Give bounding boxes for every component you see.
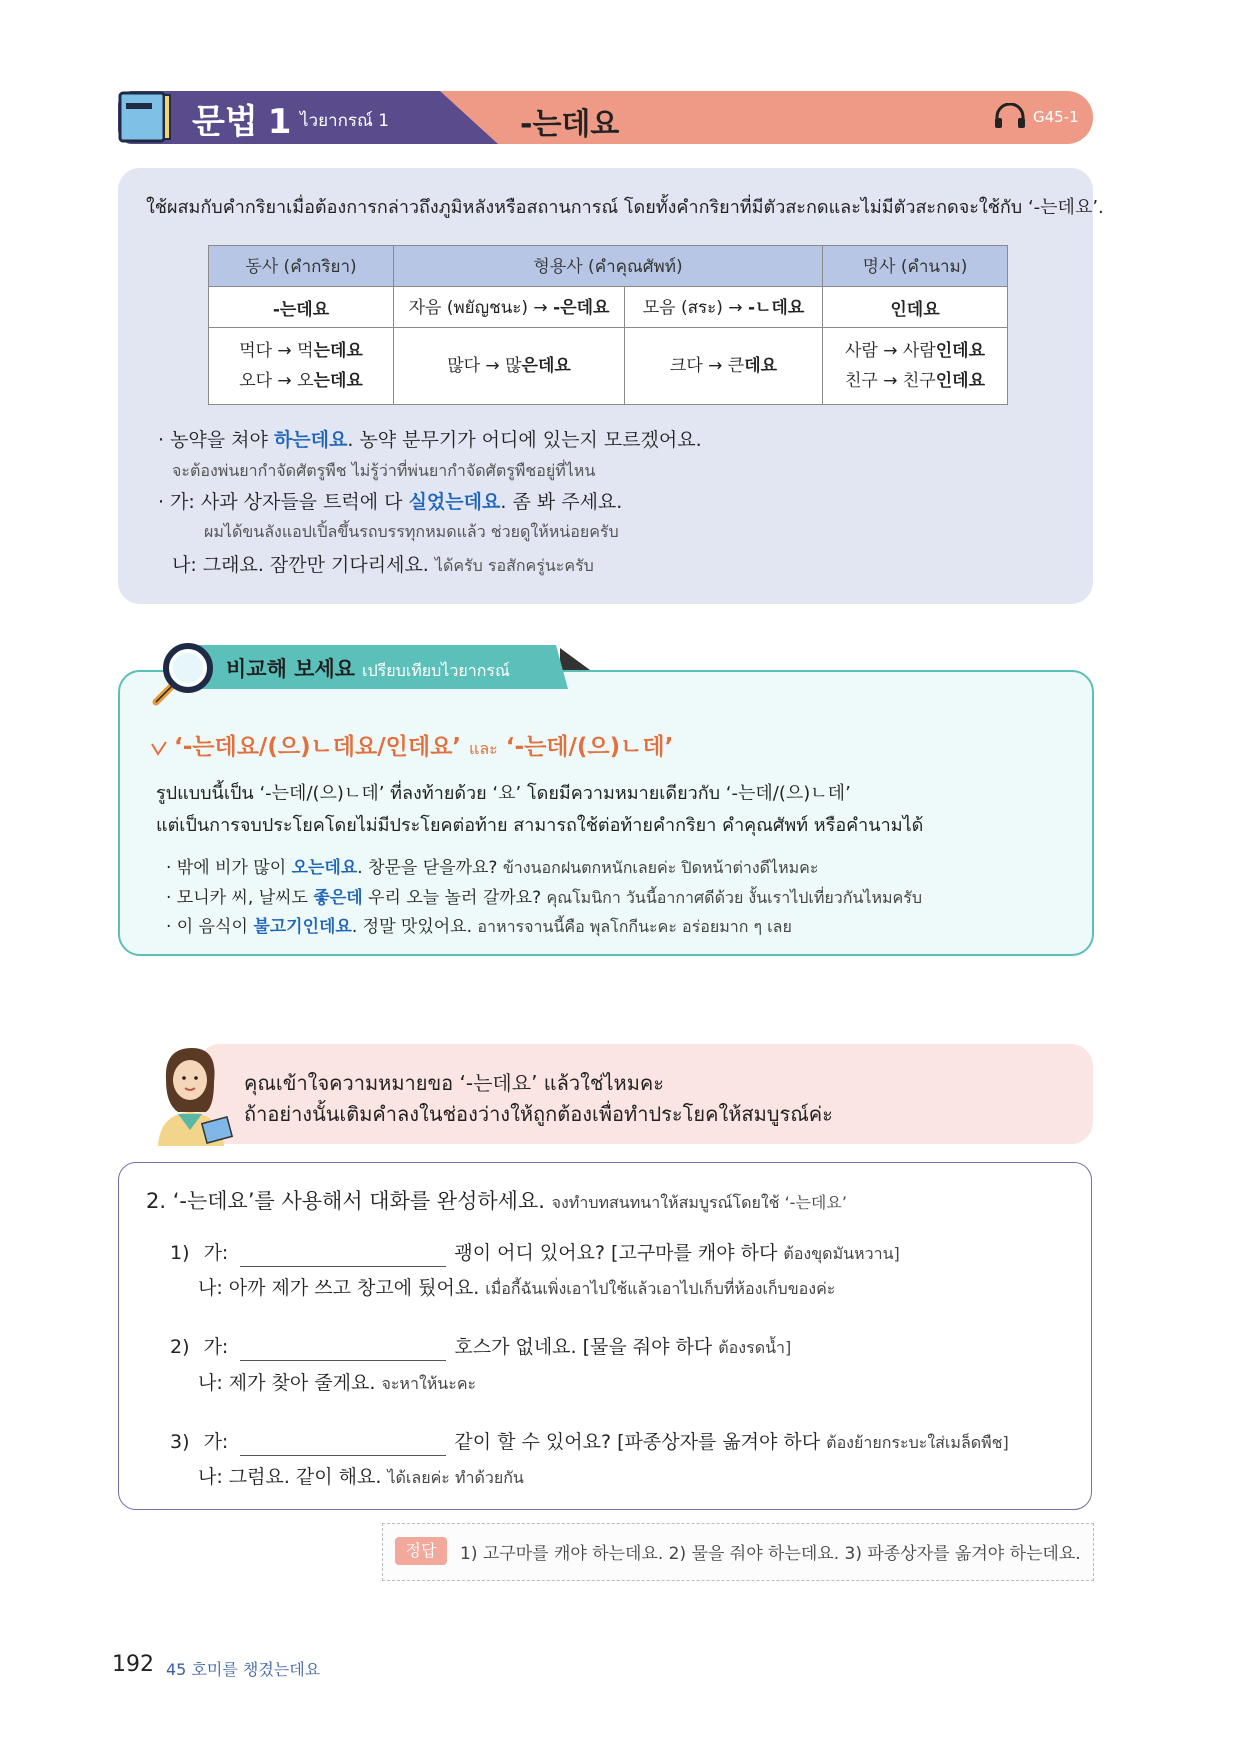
example-text: . 농약 분무기가 어디에 있는지 모르겠어요. <box>347 429 702 451</box>
item-reply-thai: ได้เลยค่ะ ทำด้วยกัน <box>387 1468 524 1487</box>
prompt-line: ถ้าอย่างนั้นเติมคำลงในช่องว่างให้ถูกต้องเพื่อทำประโยคให้สมบูรณ์ค่ะ <box>244 1102 833 1126</box>
adj-example-ending: 은데요 <box>521 356 571 376</box>
table-header-noun: 명사 (คำนาม) <box>823 246 1008 287</box>
example-text: . 창문을 닫을까요? <box>357 858 503 878</box>
item-number: 3) <box>170 1431 190 1453</box>
item-reply: 나: 아까 제가 쓰고 창고에 뒀어요. <box>198 1277 486 1299</box>
exercise-item-b <box>198 1368 476 1397</box>
speaker-label: 가: <box>203 1336 229 1358</box>
explanation-intro: ใช้ผสมกับคำกริยาเมื่อต้องการกล่าวถึงภูมิหลังหรือสถานการณ์ โดยทั้งคำกริยาที่มีตัวสะกดและไม่มีตัวสะกดจะใช้กับ ‘-는데요’. <box>146 197 1104 218</box>
headphones-icon[interactable] <box>993 103 1027 129</box>
noun-examples <box>823 328 1008 405</box>
item-hint-thai: ต้องย้ายกระบะใส่เมล็ดพืช] <box>826 1433 1009 1452</box>
adj-example-base: 크다 → 큰 <box>669 356 745 376</box>
adj-example-base: 많다 → 많 <box>447 356 522 376</box>
magnifier-icon <box>148 640 218 710</box>
item-reply: 나: 그럼요. 같이 해요. <box>198 1466 388 1488</box>
compare-example <box>166 912 792 940</box>
exercise-item-a <box>170 1427 1009 1456</box>
compare-title: 비교해 보세요 <box>226 657 356 681</box>
verb-form: -는데요 <box>209 287 394 328</box>
adj-vowel-prefix: 모음 (สระ) → <box>642 298 748 318</box>
example-translation: ผมได้ขนลังแอปเปิ้ลขึ้นรถบรรทุกหมดแล้ว ช่วยดูให้หน่อยครับ <box>204 522 619 541</box>
check-icon <box>150 740 168 756</box>
book-icon <box>118 89 172 145</box>
audio-track-code: G45-1 <box>1033 108 1079 126</box>
page-number: 192 <box>112 1652 154 1677</box>
example-text: . 좀 봐 주세요. <box>500 491 623 513</box>
section-label: 문법 <box>192 102 258 142</box>
example-reply <box>172 550 594 579</box>
example-translation: ข้างนอกฝนตกหนักเลยค่ะ ปิดหน้าต่างดีไหมคะ <box>502 858 819 877</box>
example-highlight: 하는데요 <box>273 429 348 451</box>
example-text: · 이 음식이 <box>166 917 254 937</box>
compare-heading-and: และ <box>469 739 498 758</box>
answer-key-text: 1) 고구마를 캐야 하는데요. 2) 물을 줘야 하는데요. 3) 파종상자를 옮겨야 하는데요. <box>460 1544 1081 1564</box>
exercise-title-thai: จงทำบทสนทนาให้สมบูรณ์โดยใช้ ‘-는데요’ <box>551 1193 847 1212</box>
example-translation: อาหารจานนี้คือ พุลโกกีนะคะ อร่อยมาก ๆ เลย <box>477 917 792 936</box>
prompt-line: คุณเข้าใจความหมายขอ ‘-는데요’ แล้วใช่ไหมคะ <box>244 1071 665 1095</box>
noun-form: 인데요 <box>823 287 1008 328</box>
adj-vowel-ending: -ㄴ데요 <box>747 298 805 318</box>
adj-example-ending: 데요 <box>744 356 778 376</box>
exercise-item-b <box>198 1273 835 1302</box>
example-highlight: 실었는데요 <box>408 491 501 513</box>
example-sentence <box>158 487 622 514</box>
item-reply: 나: 제가 찾아 줄게요. <box>198 1372 382 1394</box>
item-hint-thai: ต้องขุดมันหวาน] <box>783 1244 900 1263</box>
noun-example-base: 사람 → 사람 <box>844 341 936 361</box>
compare-description: รูปแบบนี้เป็น ‘-는데/(으)ㄴ데’ ที่ลงท้ายด้วย ‘요’ โดยมีความหมายเดียวกับ ‘-는데/(으)ㄴ데’ <box>156 783 851 804</box>
example-text: · 농약을 쳐야 <box>158 429 274 451</box>
answer-key-badge: 정답 <box>395 1537 447 1565</box>
example-translation: จะต้องพ่นยากำจัดศัตรูพืช ไม่รู้ว่าที่พ่นยากำจัดศัตรูพืชอยู่ที่ไหน <box>172 461 596 480</box>
example-text: · 밖에 비가 많이 <box>166 858 292 878</box>
grammar-pattern: -는데요 <box>520 107 620 142</box>
chapter-title: 45 호미를 챙겼는데요 <box>166 1660 321 1679</box>
compare-heading-b: ‘-는데/(으)ㄴ데’ <box>505 734 674 760</box>
example-text: . 정말 맛있어요. <box>351 917 478 937</box>
item-reply-thai: จะหาให้นะคะ <box>381 1374 477 1393</box>
item-prompt: 같이 할 수 있어요? [파종상자를 옮겨야 하다 <box>454 1431 827 1453</box>
example-highlight: 오는데요 <box>291 858 358 878</box>
example-sentence <box>158 425 702 452</box>
verb-example-base: 오다 → 오 <box>239 371 314 391</box>
exercise-item-b <box>198 1462 524 1491</box>
speaker-label: 가: <box>203 1431 229 1453</box>
adj-vowel-form <box>625 287 823 328</box>
reply-translation: ได้ครับ รอสักครู่นะครับ <box>434 556 594 575</box>
example-highlight: 좋은데 <box>313 888 363 908</box>
item-number: 2) <box>170 1336 190 1358</box>
section-title <box>192 94 291 143</box>
exercise-item-a <box>170 1238 900 1267</box>
example-highlight: 불고기인데요 <box>253 917 352 937</box>
item-prompt: 호스가 없네요. [물을 줘야 하다 <box>454 1336 719 1358</box>
compare-heading <box>150 728 673 762</box>
adj-consonant-form <box>394 287 625 328</box>
tab-shadow <box>560 648 590 670</box>
example-text: · 모니카 씨, 날씨도 <box>166 888 314 908</box>
adj-consonant-ending: -은데요 <box>553 298 610 318</box>
teacher-illustration-icon <box>148 1042 238 1146</box>
answer-blank[interactable] <box>240 1340 446 1361</box>
verb-example-ending: 는데요 <box>313 341 363 361</box>
answer-blank[interactable] <box>240 1435 446 1456</box>
example-text: 우리 오늘 놀러 갈까요? <box>362 888 547 908</box>
reply-text: 나: 그래요. 잠깐만 기다리세요. <box>172 554 429 576</box>
example-text: · 가: 사과 상자들을 트럭에 다 <box>158 491 409 513</box>
compare-example <box>166 853 818 881</box>
compare-title-thai: เปรียบเทียบไวยากรณ์ <box>362 661 510 680</box>
adj-vowel-example <box>625 328 823 405</box>
exercise-title-text: 2. ‘-는데요’를 사용해서 대화를 완성하세요. <box>146 1189 545 1213</box>
table-header-verb: 동사 (คำกริยา) <box>209 246 394 287</box>
compare-description: แต่เป็นการจบประโยคโดยไม่มีประโยคต่อท้าย สามารถใช้ต่อท้ายคำกริยา คำคุณศัพท์ หรือคำนามได้ <box>156 815 924 836</box>
item-hint-thai: ต้องรดน้ำ] <box>718 1338 792 1357</box>
table-header-adjective: 형용사 (คำคุณศัพท์) <box>394 246 823 287</box>
item-prompt: 괭이 어디 있어요? [고구마를 캐야 하다 <box>454 1242 784 1264</box>
verb-examples <box>209 328 394 405</box>
noun-example-base: 친구 → 친구 <box>844 371 936 391</box>
item-number: 1) <box>170 1242 190 1264</box>
speaker-label: 가: <box>203 1242 229 1264</box>
noun-example-ending: 인데요 <box>935 341 986 361</box>
verb-example-ending: 는데요 <box>313 371 363 391</box>
exercise-title <box>146 1185 847 1216</box>
example-translation: คุณโมนิกา วันนี้อากาศดีด้วย งั้นเราไปเที่ยวกันไหมครับ <box>546 888 922 907</box>
section-title-thai: ไวยากรณ์ 1 <box>300 111 390 131</box>
adj-consonant-example <box>394 328 625 405</box>
conjugation-table <box>208 245 1008 405</box>
adj-consonant-prefix: 자음 (พยัญชนะ) → <box>408 298 554 318</box>
section-number: 1 <box>267 102 292 142</box>
noun-example-ending: 인데요 <box>935 371 986 391</box>
item-reply-thai: เมื่อกี้ฉันเพิ่งเอาไปใช้แล้วเอาไปเก็บที่ห้องเก็บของค่ะ <box>485 1279 836 1298</box>
verb-example-base: 먹다 → 먹 <box>239 341 314 361</box>
exercise-item-a <box>170 1332 791 1361</box>
compare-example <box>166 883 922 911</box>
compare-heading-a: ‘-는데요/(으)ㄴ데요/인데요’ <box>174 734 462 760</box>
answer-blank[interactable] <box>240 1246 446 1267</box>
